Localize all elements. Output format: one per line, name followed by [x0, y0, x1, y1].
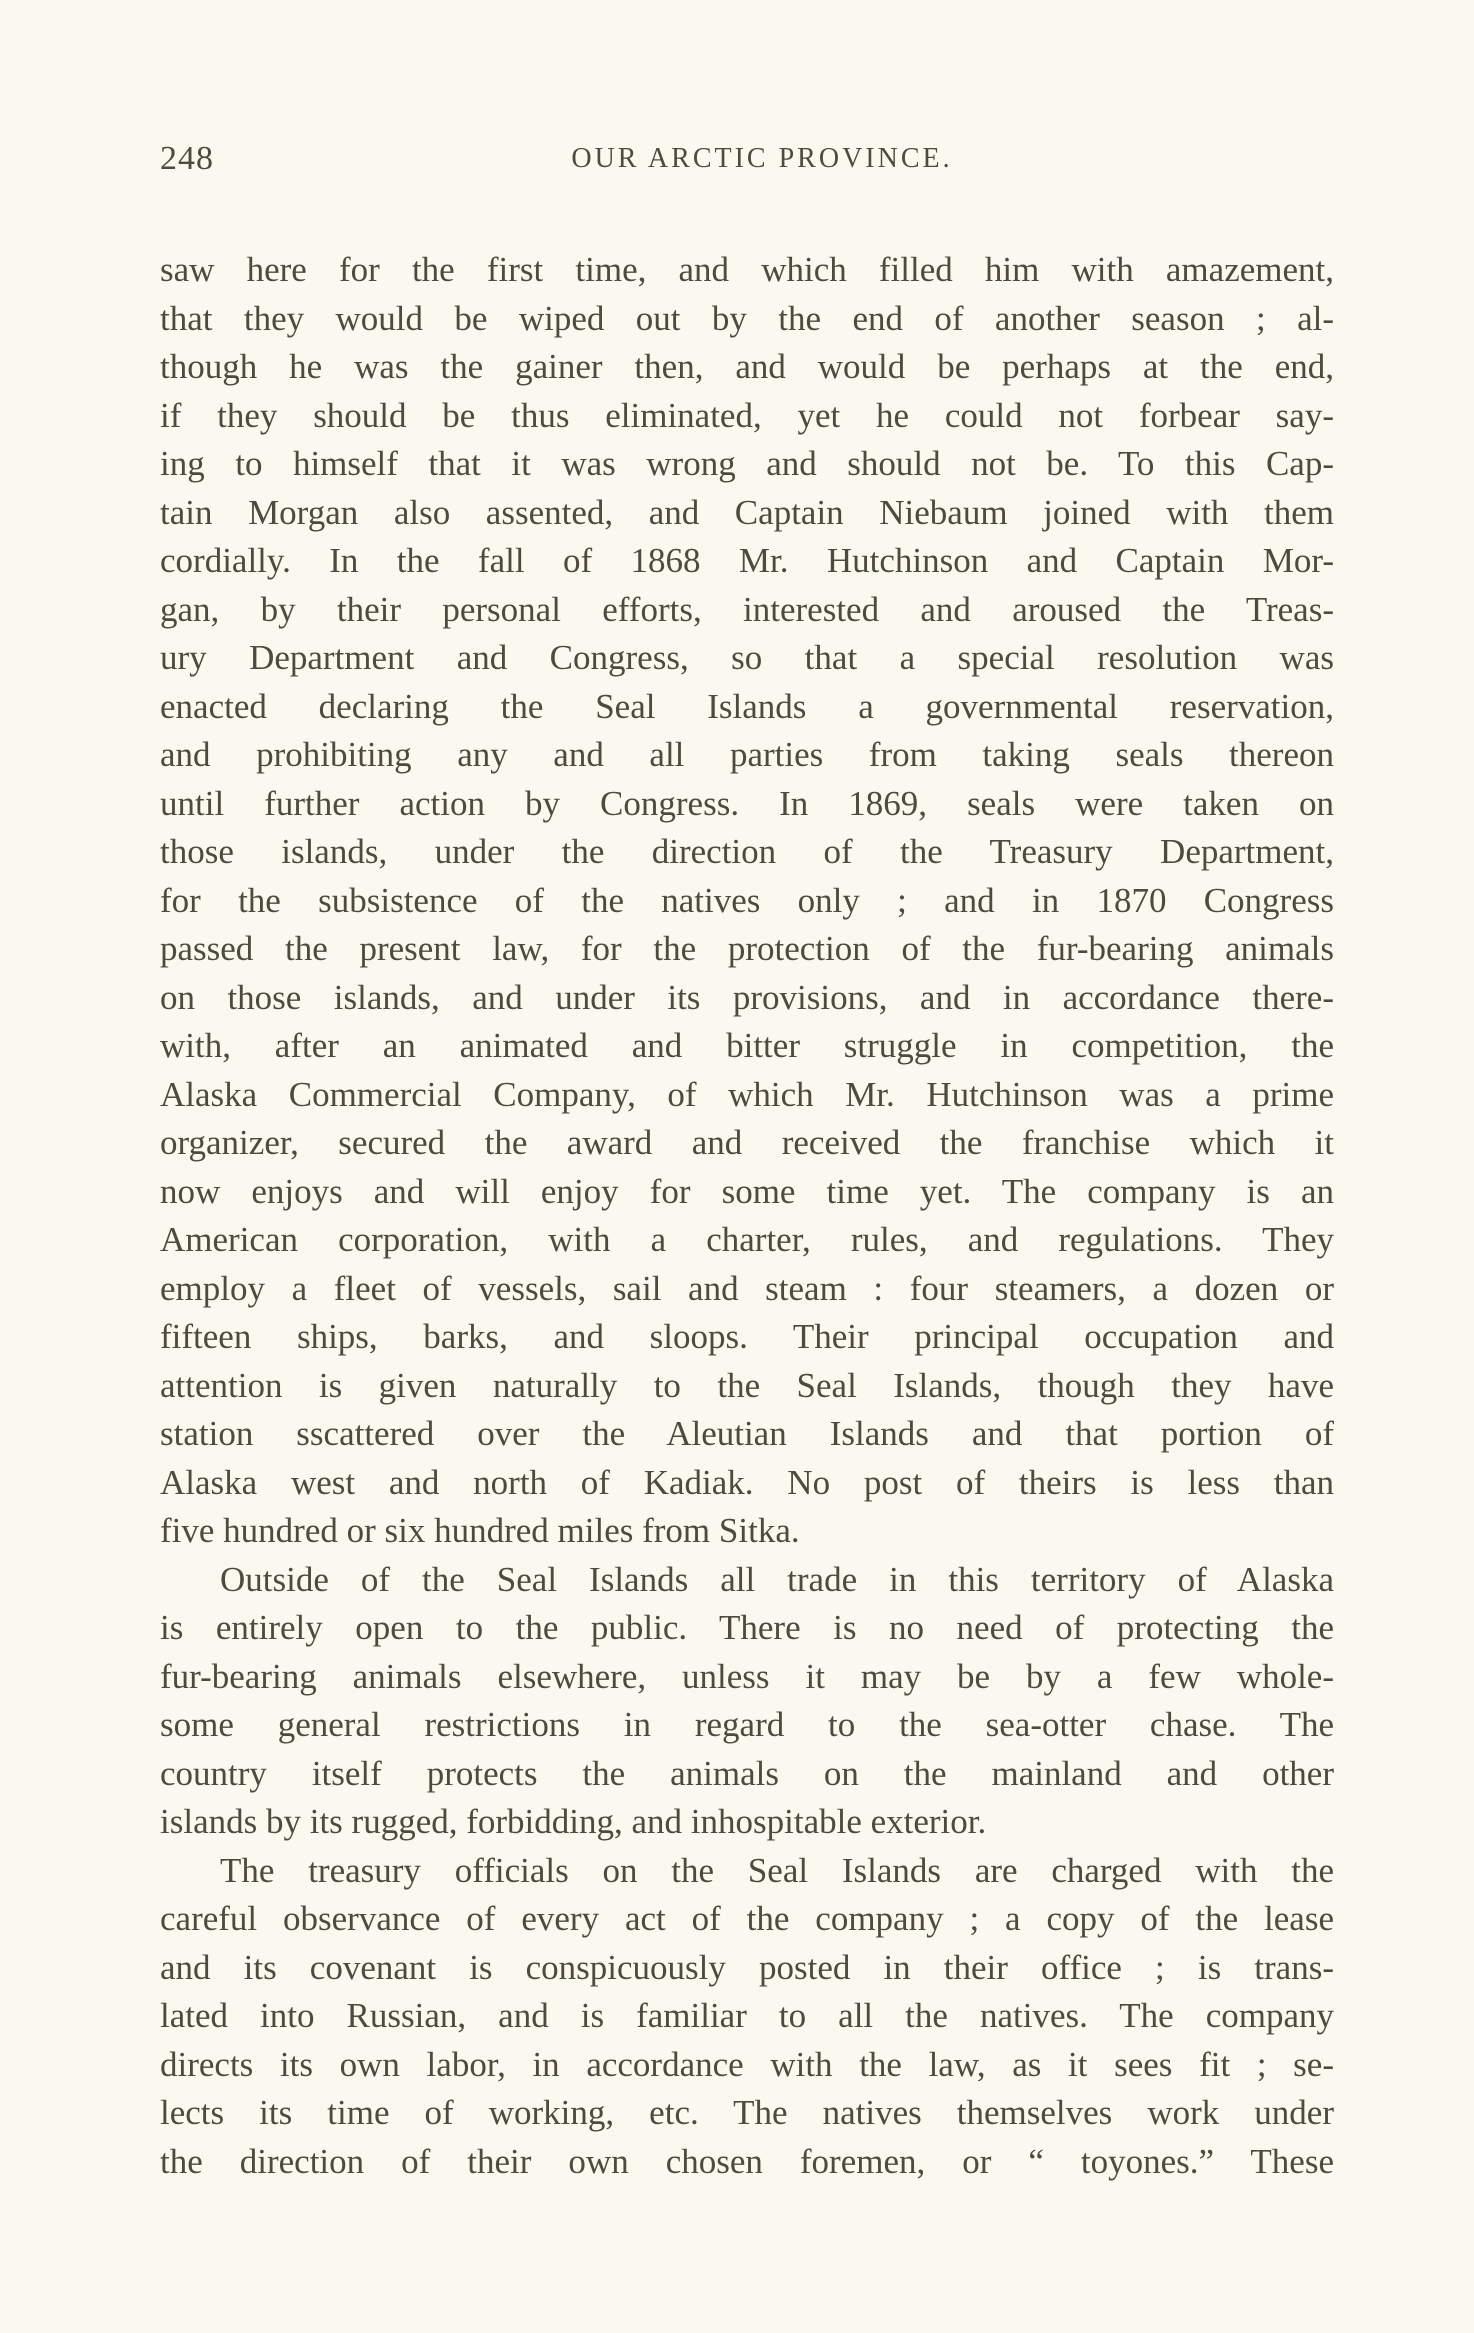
text-line: Alaska Commercial Company, of which Mr. Hutchinson was a prime [160, 1074, 1334, 1114]
text-line: enacted declaring the Seal Islands a governmental reservation, [160, 686, 1334, 726]
text-line: fifteen ships, barks, and sloops. Their principal occupation and [160, 1317, 1334, 1356]
text-line: some general restrictions in regard to the sea-otter chase. The [160, 1705, 1334, 1744]
text-line: ury Department and Congress, so that a special resolution was [160, 638, 1334, 677]
text-line: that they would be wiped out by the end of another season ; al- [160, 298, 1334, 338]
text-line: directs its own labor, in accordance with the law, as it sees fit ; se- [160, 2044, 1334, 2084]
running-header [160, 140, 1334, 188]
text-line: for the subsistence of the natives only ; and in 1870 Congress [160, 880, 1334, 920]
text-line: Alaska west and north of Kadiak. No post of theirs is less than [160, 1462, 1334, 1502]
text-line: tain Morgan also assented, and Captain Niebaum joined with them [160, 492, 1334, 532]
text-line: five hundred or six hundred miles from Sitka. [160, 1511, 800, 1550]
text-line: fur-bearing animals elsewhere, unless it may be by a few whole- [160, 1656, 1334, 1696]
text-line: station sscattered over the Aleutian Islands and that portion of [160, 1414, 1334, 1453]
text-line: islands by its rugged, forbidding, and inhospitable exterior. [160, 1802, 987, 1841]
paragraph [160, 1847, 1334, 2187]
text-line: now enjoys and will enjoy for some time yet. The company is an [160, 1171, 1334, 1211]
text-line: cordially. In the fall of 1868 Mr. Hutchinson and Captain Mor- [160, 541, 1334, 580]
text-line: if they should be thus eliminated, yet he could not forbear say- [160, 395, 1334, 435]
text-line: careful observance of every act of the company ; a copy of the lease [160, 1899, 1334, 1938]
text-line: is entirely open to the public. There is no need of protecting the [160, 1608, 1334, 1647]
text-line: saw here for the first time, and which filled him with amazement, [160, 250, 1334, 289]
text-line: though he was the gainer then, and would be perhaps at the end, [160, 347, 1334, 386]
text-line: gan, by their personal efforts, interested and aroused the Treas- [160, 589, 1334, 629]
text-line: ing to himself that it was wrong and should not be. To this Cap- [160, 444, 1334, 483]
text-line: country itself protects the animals on the mainland and other [160, 1753, 1334, 1793]
page-body [160, 246, 1334, 2186]
text-line: lated into Russian, and is familiar to all the natives. The company [160, 1996, 1334, 2035]
text-line: those islands, under the direction of the Treasury Department, [160, 832, 1334, 871]
text-line: Outside of the Seal Islands all trade in this territory of Alaska [220, 1559, 1334, 1599]
text-line: passed the present law, for the protection of the fur-bearing animals [160, 929, 1334, 968]
text-line: with, after an animated and bitter struggle in competition, the [160, 1026, 1334, 1065]
text-line: and its covenant is conspicuously posted in their office ; is trans- [160, 1947, 1334, 1987]
paragraph [160, 246, 1334, 1556]
text-line: and prohibiting any and all parties from taking seals thereon [160, 735, 1334, 774]
page-number: 248 [160, 140, 214, 177]
paragraph [160, 1556, 1334, 1847]
text-line: American corporation, with a charter, rules, and regulations. They [160, 1220, 1334, 1259]
text-line: until further action by Congress. In 1869, seals were taken on [160, 783, 1334, 823]
text-line: lects its time of working, etc. The natives themselves work under [160, 2093, 1334, 2132]
text-line: the direction of their own chosen foremen, or “ toyones.” These [160, 2141, 1334, 2181]
running-title: OUR ARCTIC PROVINCE. [571, 143, 953, 174]
text-line: employ a fleet of vessels, sail and steam : four steamers, a dozen or [160, 1268, 1334, 1308]
text-line: attention is given naturally to the Seal Islands, though they have [160, 1365, 1334, 1405]
text-line: on those islands, and under its provisions, and in accordance there- [160, 977, 1334, 1017]
text-line: The treasury officials on the Seal Islands are charged with the [220, 1850, 1334, 1890]
text-line: organizer, secured the award and received the franchise which it [160, 1123, 1334, 1162]
